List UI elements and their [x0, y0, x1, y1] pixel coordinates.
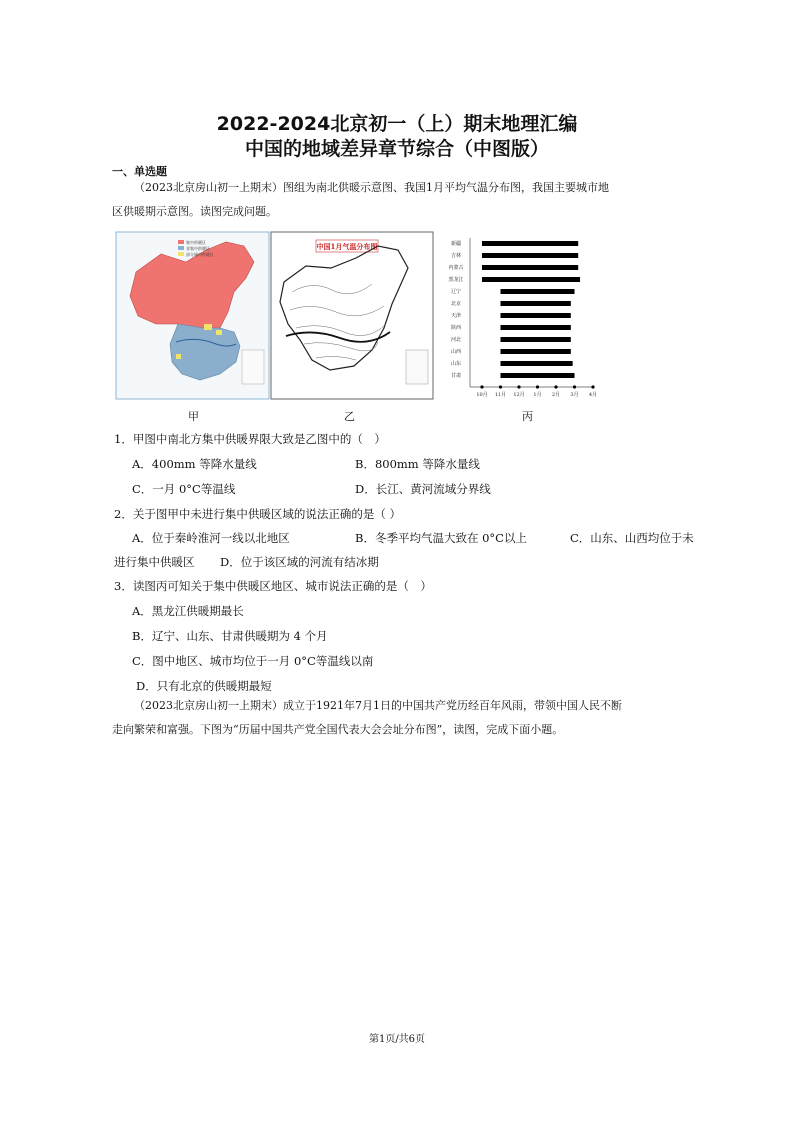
chart-category-label: 山东 [450, 361, 462, 367]
chart-category-label: 新疆 [450, 241, 462, 247]
chart-bar [501, 289, 575, 294]
figure-label-yi: 乙 [344, 410, 355, 423]
chart-category-label: 山西 [450, 349, 462, 355]
chart-category-label: 北京 [450, 301, 462, 307]
map-jia [116, 232, 269, 399]
chart-tick-mark [499, 385, 502, 388]
figure-label-bing: 丙 [522, 410, 533, 423]
intro2-line1: （2023北京房山初一上期末）成立于1921年7月1日的中国共产党历经百年风雨，带领中国人民不断 [134, 699, 622, 712]
legend-jia-1: 集中供暖区 [186, 240, 206, 245]
chart-bar [501, 313, 571, 318]
intro-paragraph-2 [112, 694, 692, 742]
q1-stem: 1．甲图中南北方集中供暖界限大致是乙图中的（ ） [114, 432, 386, 446]
chart-bar [501, 349, 571, 354]
chart-bar [482, 265, 578, 270]
chart-category-label: 吉林 [450, 253, 462, 259]
q3-option-c: C．图中地区、城市均位于一月 0°C等温线以南 [132, 654, 374, 668]
chart-tick-mark [573, 385, 576, 388]
figure-group [116, 232, 596, 400]
chart-bar [501, 301, 571, 306]
chart-bar [501, 337, 571, 342]
figure-label-jia: 甲 [188, 410, 199, 423]
intro1-line2: 区供暖期示意图。读图完成问题。 [112, 205, 277, 218]
q2-stem: 2．关于图甲中未进行集中供暖区域的说法正确的是（ ） [114, 507, 401, 521]
chart-tick-label: 12月 [513, 392, 525, 398]
figure-svg [116, 232, 596, 400]
q1-option-c: C．一月 0°C等温线 [132, 482, 236, 496]
chart-category-label: 天津 [450, 313, 462, 319]
q2-option-b: B．冬季平均气温大致在 0°C以上 [355, 531, 527, 545]
chart-category-label: 辽宁 [450, 289, 462, 295]
chart-tick-label: 10月 [476, 392, 488, 398]
chart-category-label: 黑龙江 [448, 277, 464, 283]
map-yi-title: 中国1月气温分布图 [316, 242, 378, 251]
q1-option-a: A．400mm 等降水量线 [132, 457, 257, 471]
q2-option-a: A．位于秦岭淮河一线以北地区 [132, 531, 290, 545]
chart-tick-mark [536, 385, 539, 388]
q3-stem: 3．读图丙可知关于集中供暖区地区、城市说法正确的是（ ） [114, 579, 432, 593]
legend-jia-2: 非集中供暖区 [186, 246, 210, 251]
intro2-line2: 走向繁荣和富强。下图为“历届中国共产党全国代表大会会址分布图”，读图，完成下面小题。 [112, 723, 564, 736]
chart-tick-mark [554, 385, 557, 388]
q2-option-c: C．山东、山西均位于未 [570, 531, 694, 545]
chart-category-label: 甘肃 [450, 373, 462, 379]
q3-option-b: B．辽宁、山东、甘肃供暖期为 4 个月 [132, 629, 328, 643]
page-title-line1: 2022-2024北京初一（上）期末地理汇编 [216, 113, 578, 135]
q2-option-c-cont: 进行集中供暖区 [114, 555, 195, 569]
q1-option-b: B．800mm 等降水量线 [355, 457, 480, 471]
section-heading: 一、单选题 [112, 165, 167, 178]
chart-tick-label: 3月 [570, 392, 579, 398]
chart-bar [482, 277, 580, 282]
chart-bar [482, 241, 578, 246]
q3-option-d: D．只有北京的供暖期最短 [136, 679, 272, 693]
chart-category-label: 内蒙古 [448, 265, 464, 271]
page-title-line2: 中国的地域差异章节综合（中图版） [244, 138, 549, 160]
intro1-line1: （2023北京房山初一上期末）图组为南北供暖示意图、我国1月平均气温分布图，我国主要城市地 [134, 181, 609, 194]
q1-option-d: D．长江、黄河流域分界线 [355, 482, 491, 496]
map-yi [271, 232, 433, 399]
chart-tick-mark [591, 385, 594, 388]
chart-tick-mark [480, 385, 483, 388]
chart-tick-label: 4月 [588, 392, 598, 398]
page-footer: 第1页/共6页 [368, 1034, 426, 1045]
chart-category-label: 河北 [450, 337, 462, 343]
chart-tick-mark [517, 385, 520, 388]
chart-category-label: 陕西 [450, 325, 462, 331]
chart-bar [482, 253, 578, 258]
chart-bar [501, 361, 573, 366]
chart-bing [448, 238, 597, 398]
q2-option-d: D．位于该区域的河流有结冰期 [220, 555, 379, 569]
chart-bar [501, 373, 575, 378]
chart-bar [501, 325, 571, 330]
intro-paragraph-1 [112, 176, 692, 224]
chart-tick-label: 2月 [551, 392, 561, 398]
legend-jia-3: 部分城市供暖区 [186, 252, 214, 257]
chart-tick-label: 11月 [494, 392, 507, 398]
q3-option-a: A．黑龙江供暖期最长 [132, 604, 244, 618]
chart-tick-label: 1月 [533, 392, 542, 398]
